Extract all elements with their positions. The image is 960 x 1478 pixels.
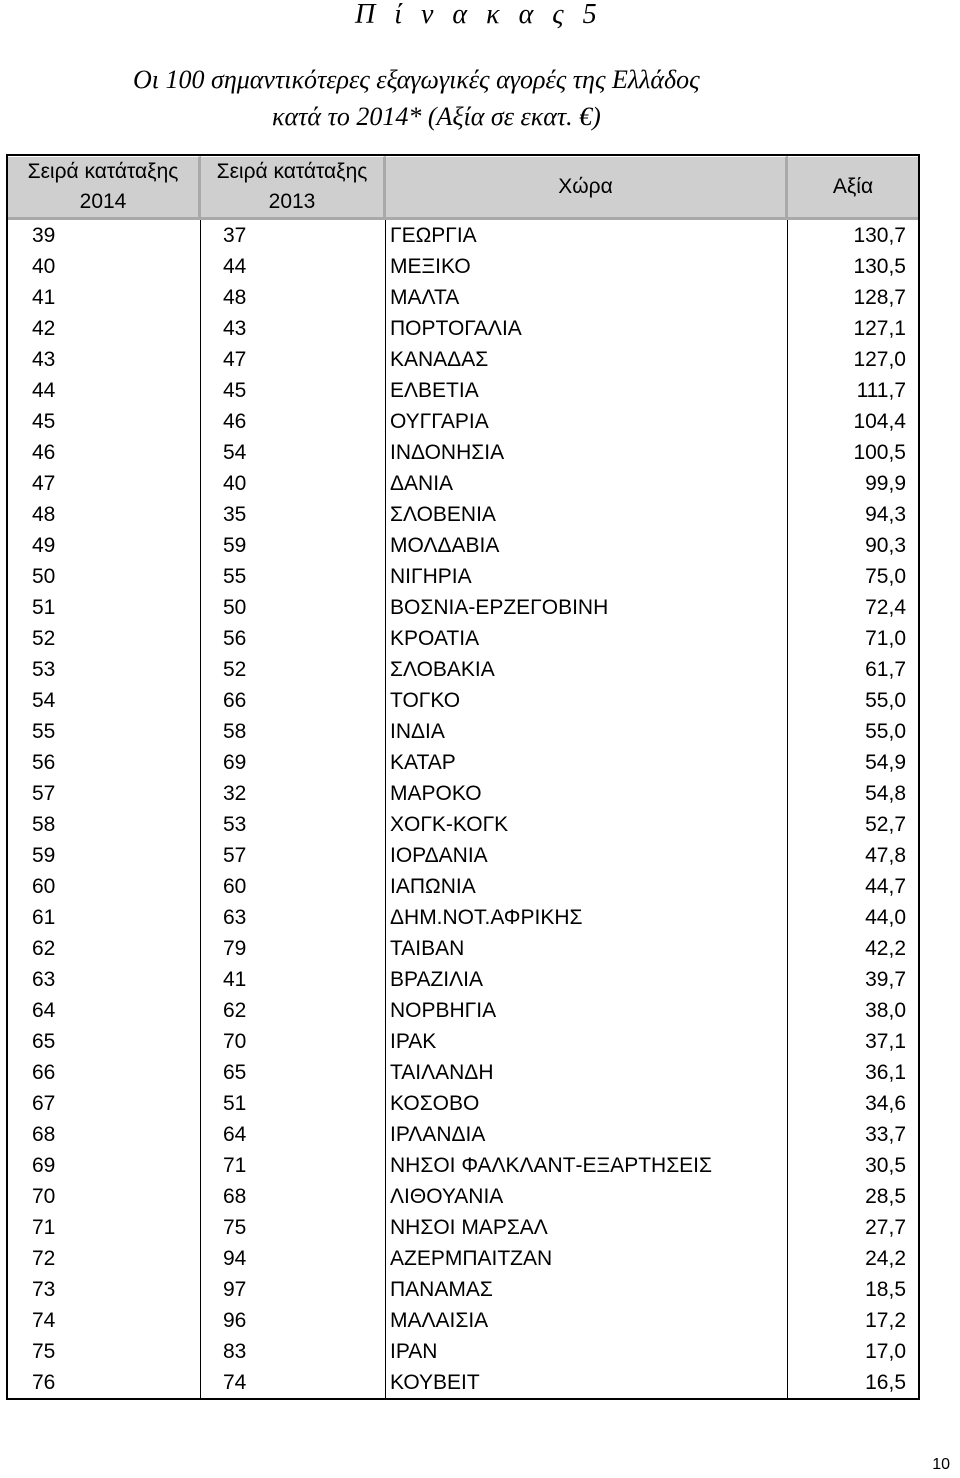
table-row	[8, 313, 918, 344]
cell-rank-2013: 59	[201, 530, 386, 561]
exports-table-container	[6, 154, 920, 1400]
cell-country: ΠΟΡΤΟΓΑΛΙΑ	[386, 313, 788, 344]
cell-rank-2013: 70	[201, 1026, 386, 1057]
cell-rank-2014: 55	[8, 716, 201, 747]
table-row	[8, 1150, 918, 1181]
table-row	[8, 592, 918, 623]
cell-rank-2013: 55	[201, 561, 386, 592]
cell-value: 47,8	[865, 844, 906, 867]
cell-country: ΚΟΣΟΒΟ	[386, 1088, 788, 1119]
cell-rank-2013: 54	[201, 437, 386, 468]
cell-country: ΓΕΩΡΓΙΑ	[386, 220, 788, 251]
cell-country: ΒΡΑΖΙΛΙΑ	[386, 964, 788, 995]
cell-country: ΤΟΓΚΟ	[386, 685, 788, 716]
table-row	[8, 344, 918, 375]
cell-rank-2013: 58	[201, 716, 386, 747]
table-row	[8, 375, 918, 406]
cell-rank-2014: 51	[8, 592, 201, 623]
cell-rank-2013: 60	[201, 871, 386, 902]
cell-rank-2013: 68	[201, 1181, 386, 1212]
table-row	[8, 902, 918, 933]
column-header-rank-2013-year: 2013	[268, 190, 316, 213]
cell-rank-2014: 40	[8, 251, 201, 282]
cell-rank-2014: 68	[8, 1119, 201, 1150]
cell-rank-2013: 43	[201, 313, 386, 344]
cell-value: 130,7	[853, 224, 906, 247]
cell-rank-2014: 45	[8, 406, 201, 437]
cell-country: ΚΑΝΑΔΑΣ	[386, 344, 788, 375]
table-row	[8, 1243, 918, 1274]
table-row	[8, 1305, 918, 1336]
cell-value: 127,0	[853, 348, 906, 371]
cell-value: 18,5	[865, 1278, 906, 1301]
cell-country: ΜΟΛΔΑΒΙΑ	[386, 530, 788, 561]
table-row	[8, 220, 918, 251]
table-row	[8, 406, 918, 437]
cell-rank-2013: 83	[201, 1336, 386, 1367]
table-row	[8, 1212, 918, 1243]
cell-country: ΒΟΣΝΙΑ-ΕΡΖΕΓΟΒΙΝΗ	[386, 592, 788, 623]
cell-rank-2013: 97	[201, 1274, 386, 1305]
cell-country: ΚΟΥΒΕΙΤ	[386, 1367, 788, 1398]
cell-value: 28,5	[865, 1185, 906, 1208]
cell-rank-2014: 74	[8, 1305, 201, 1336]
cell-rank-2013: 71	[201, 1150, 386, 1181]
cell-rank-2014: 50	[8, 561, 201, 592]
cell-value: 38,0	[865, 999, 906, 1022]
cell-value: 99,9	[865, 472, 906, 495]
cell-country: ΝΗΣΟΙ ΜΑΡΣΑΛ	[386, 1212, 788, 1243]
cell-value: 55,0	[865, 720, 906, 743]
cell-country: ΜΑΛΑΙΣΙΑ	[386, 1305, 788, 1336]
cell-rank-2013: 51	[201, 1088, 386, 1119]
cell-rank-2013: 35	[201, 499, 386, 530]
cell-value: 30,5	[865, 1154, 906, 1177]
cell-rank-2013: 47	[201, 344, 386, 375]
cell-value: 27,7	[865, 1216, 906, 1239]
cell-country: ΙΡΑΝ	[386, 1336, 788, 1367]
column-header-rank-2014-label: Σειρά κατάταξης	[27, 160, 179, 183]
cell-country: ΜΑΛΤΑ	[386, 282, 788, 313]
table-row	[8, 437, 918, 468]
cell-value: 127,1	[853, 317, 906, 340]
table-row	[8, 933, 918, 964]
cell-value: 42,2	[865, 937, 906, 960]
cell-value: 72,4	[865, 596, 906, 619]
cell-value: 44,0	[865, 906, 906, 929]
table-row	[8, 468, 918, 499]
table-row	[8, 1119, 918, 1150]
cell-value: 37,1	[865, 1030, 906, 1053]
cell-rank-2013: 41	[201, 964, 386, 995]
page-number: 10	[932, 1456, 950, 1473]
cell-country: ΝΗΣΟΙ ΦΑΛΚΛΑΝΤ-ΕΞΑΡΤΗΣΕΙΣ	[386, 1150, 788, 1181]
cell-rank-2013: 66	[201, 685, 386, 716]
cell-rank-2014: 63	[8, 964, 201, 995]
cell-rank-2014: 39	[8, 220, 201, 251]
cell-rank-2014: 69	[8, 1150, 201, 1181]
table-row	[8, 282, 918, 313]
cell-value: 36,1	[865, 1061, 906, 1084]
table-row	[8, 747, 918, 778]
cell-rank-2014: 49	[8, 530, 201, 561]
cell-country: ΑΖΕΡΜΠΑΙΤΖΑΝ	[386, 1243, 788, 1274]
cell-country: ΣΛΟΒΕΝΙΑ	[386, 499, 788, 530]
cell-rank-2014: 47	[8, 468, 201, 499]
table-row	[8, 964, 918, 995]
cell-value: 44,7	[865, 875, 906, 898]
cell-country: ΝΙΓΗΡΙΑ	[386, 561, 788, 592]
cell-rank-2014: 57	[8, 778, 201, 809]
cell-rank-2014: 59	[8, 840, 201, 871]
cell-value: 130,5	[853, 255, 906, 278]
cell-rank-2014: 73	[8, 1274, 201, 1305]
cell-rank-2013: 75	[201, 1212, 386, 1243]
cell-rank-2014: 76	[8, 1367, 201, 1398]
cell-value: 52,7	[865, 813, 906, 836]
cell-country: ΙΑΠΩΝΙΑ	[386, 871, 788, 902]
cell-value: 24,2	[865, 1247, 906, 1270]
cell-rank-2013: 63	[201, 902, 386, 933]
cell-value: 39,7	[865, 968, 906, 991]
cell-rank-2014: 46	[8, 437, 201, 468]
cell-country: ΚΑΤΑΡ	[386, 747, 788, 778]
cell-value: 54,8	[865, 782, 906, 805]
cell-country: ΙΡΛΑΝΔΙΑ	[386, 1119, 788, 1150]
table-row	[8, 685, 918, 716]
cell-rank-2013: 46	[201, 406, 386, 437]
cell-value: 61,7	[865, 658, 906, 681]
column-header-rank-2014	[8, 156, 201, 220]
cell-country: ΕΛΒΕΤΙΑ	[386, 375, 788, 406]
cell-rank-2013: 94	[201, 1243, 386, 1274]
cell-value: 111,7	[856, 379, 906, 402]
cell-country: ΙΝΔΙΑ	[386, 716, 788, 747]
cell-country: ΛΙΘΟΥΑΝΙΑ	[386, 1181, 788, 1212]
table-row	[8, 1057, 918, 1088]
column-header-rank-2014-year: 2014	[79, 190, 127, 213]
column-header-rank-2013-label: Σειρά κατάταξης	[216, 160, 368, 183]
cell-rank-2014: 48	[8, 499, 201, 530]
cell-rank-2014: 56	[8, 747, 201, 778]
cell-rank-2013: 74	[201, 1367, 386, 1398]
table-row	[8, 1336, 918, 1367]
cell-value: 54,9	[865, 751, 906, 774]
table-row	[8, 654, 918, 685]
cell-value: 34,6	[865, 1092, 906, 1115]
page-subtitle-line-2: κατά το 2014* (Αξία σε εκατ. €)	[272, 102, 601, 131]
table-header-row	[8, 156, 918, 220]
table-row	[8, 1026, 918, 1057]
cell-rank-2014: 43	[8, 344, 201, 375]
cell-value: 94,3	[865, 503, 906, 526]
cell-country: ΝΟΡΒΗΓΙΑ	[386, 995, 788, 1026]
cell-value: 128,7	[853, 286, 906, 309]
cell-country: ΤΑΙΛΑΝΔΗ	[386, 1057, 788, 1088]
cell-rank-2013: 44	[201, 251, 386, 282]
cell-value: 17,0	[865, 1340, 906, 1363]
table-row	[8, 809, 918, 840]
cell-rank-2013: 37	[201, 220, 386, 251]
cell-country: ΟΥΓΓΑΡΙΑ	[386, 406, 788, 437]
table-body	[8, 220, 918, 1398]
cell-rank-2014: 41	[8, 282, 201, 313]
page-subtitle-line-1: Οι 100 σημαντικότερες εξαγωγικές αγορές της Ελλάδος	[133, 65, 700, 94]
cell-rank-2014: 71	[8, 1212, 201, 1243]
cell-rank-2014: 53	[8, 654, 201, 685]
cell-country: ΜΑΡΟΚΟ	[386, 778, 788, 809]
column-header-rank-2013	[201, 156, 386, 220]
table-row	[8, 623, 918, 654]
cell-rank-2013: 45	[201, 375, 386, 406]
cell-rank-2013: 32	[201, 778, 386, 809]
cell-rank-2014: 42	[8, 313, 201, 344]
cell-country: ΧΟΓΚ-ΚΟΓΚ	[386, 809, 788, 840]
table-header	[8, 156, 918, 220]
cell-rank-2013: 64	[201, 1119, 386, 1150]
cell-rank-2013: 56	[201, 623, 386, 654]
cell-country: ΙΝΔΟΝΗΣΙΑ	[386, 437, 788, 468]
exports-table	[6, 154, 920, 1400]
cell-rank-2014: 52	[8, 623, 201, 654]
cell-rank-2014: 65	[8, 1026, 201, 1057]
cell-value: 55,0	[865, 689, 906, 712]
page-title: Π ί ν α κ α ς 5	[355, 0, 603, 30]
cell-rank-2014: 66	[8, 1057, 201, 1088]
cell-value: 90,3	[865, 534, 906, 557]
cell-rank-2013: 96	[201, 1305, 386, 1336]
cell-rank-2014: 72	[8, 1243, 201, 1274]
cell-country: ΜΕΞΙΚΟ	[386, 251, 788, 282]
column-header-country: Χώρα	[386, 156, 788, 220]
cell-country: ΠΑΝΑΜΑΣ	[386, 1274, 788, 1305]
cell-rank-2014: 58	[8, 809, 201, 840]
cell-rank-2013: 79	[201, 933, 386, 964]
table-row	[8, 778, 918, 809]
cell-rank-2014: 70	[8, 1181, 201, 1212]
table-row	[8, 995, 918, 1026]
cell-rank-2013: 69	[201, 747, 386, 778]
cell-rank-2013: 53	[201, 809, 386, 840]
cell-rank-2014: 61	[8, 902, 201, 933]
cell-country: ΔΑΝΙΑ	[386, 468, 788, 499]
table-row	[8, 499, 918, 530]
cell-country: ΚΡΟΑΤΙΑ	[386, 623, 788, 654]
cell-rank-2013: 57	[201, 840, 386, 871]
table-row	[8, 871, 918, 902]
cell-rank-2014: 67	[8, 1088, 201, 1119]
cell-rank-2013: 65	[201, 1057, 386, 1088]
cell-country: ΣΛΟΒΑΚΙΑ	[386, 654, 788, 685]
table-row	[8, 561, 918, 592]
table-row	[8, 716, 918, 747]
table-row	[8, 1088, 918, 1119]
cell-rank-2014: 75	[8, 1336, 201, 1367]
table-row	[8, 1274, 918, 1305]
cell-value: 16,5	[865, 1371, 906, 1394]
cell-rank-2013: 50	[201, 592, 386, 623]
cell-value: 100,5	[853, 441, 906, 464]
cell-country: ΤΑΙΒΑΝ	[386, 933, 788, 964]
cell-value: 104,4	[853, 410, 906, 433]
cell-rank-2014: 54	[8, 685, 201, 716]
cell-rank-2013: 52	[201, 654, 386, 685]
cell-country: ΙΟΡΔΑΝΙΑ	[386, 840, 788, 871]
cell-value: 71,0	[865, 627, 906, 650]
cell-value: 17,2	[865, 1309, 906, 1332]
cell-rank-2013: 48	[201, 282, 386, 313]
cell-rank-2013: 62	[201, 995, 386, 1026]
cell-value: 33,7	[865, 1123, 906, 1146]
table-row	[8, 840, 918, 871]
table-row	[8, 1181, 918, 1212]
cell-rank-2014: 62	[8, 933, 201, 964]
table-row	[8, 1367, 918, 1398]
cell-country: ΔΗΜ.ΝΟΤ.ΑΦΡΙΚΗΣ	[386, 902, 788, 933]
cell-country: ΙΡΑΚ	[386, 1026, 788, 1057]
cell-rank-2014: 64	[8, 995, 201, 1026]
cell-rank-2014: 44	[8, 375, 201, 406]
table-row	[8, 530, 918, 561]
cell-rank-2014: 60	[8, 871, 201, 902]
cell-rank-2013: 40	[201, 468, 386, 499]
cell-value: 75,0	[865, 565, 906, 588]
column-header-value: Αξία	[788, 156, 918, 220]
table-row	[8, 251, 918, 282]
